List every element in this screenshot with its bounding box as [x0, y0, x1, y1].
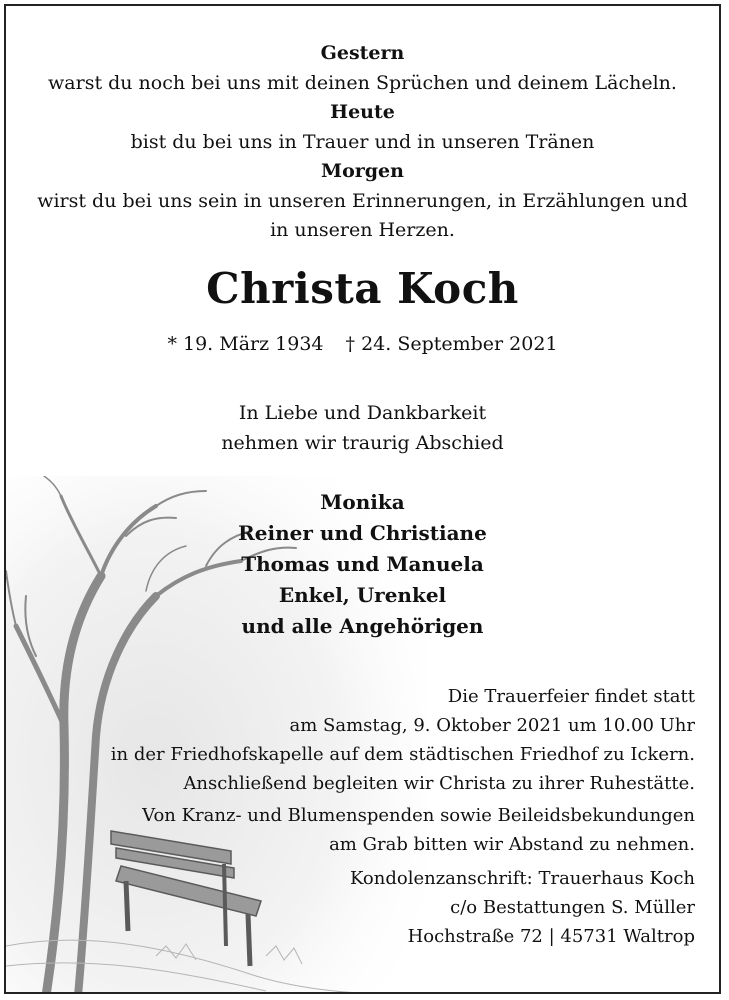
death-date: † 24. September 2021 — [345, 333, 558, 355]
address-line: c/o Bestattungen S. Müller — [450, 897, 695, 918]
poem-heading: Heute — [330, 101, 395, 123]
poem-line: warst du noch bei uns mit deinen Sprüchen und deinem Lächeln. — [48, 71, 677, 94]
life-dates — [6, 333, 719, 355]
service-line: Die Trauerfeier findet statt — [447, 686, 695, 707]
obituary-content — [6, 6, 719, 992]
farewell-line: In Liebe und Dankbarkeit — [238, 402, 487, 424]
deceased-name: Christa Koch — [206, 264, 519, 313]
flowers-line: Von Kranz- und Blumenspenden sowie Beileidsbekundungen — [142, 805, 695, 826]
poem-heading: Gestern — [320, 42, 405, 64]
address-line: Hochstraße 72 | 45731 Waltrop — [407, 926, 695, 947]
obituary-frame — [4, 4, 721, 994]
poem-heading: Morgen — [321, 160, 404, 182]
poem-line: wirst du bei uns sein in unseren Erinnerungen, in Erzählungen und — [37, 189, 688, 212]
poem-line: in unseren Herzen. — [270, 219, 455, 241]
family-member: Reiner und Christiane — [238, 521, 487, 545]
service-line: Anschließend begleiten wir Christa zu ihrer Ruhestätte. — [183, 773, 695, 794]
family-member: Enkel, Urenkel — [278, 583, 447, 607]
farewell-text — [6, 398, 719, 458]
birth-date: * 19. März 1934 — [167, 333, 324, 355]
family-list — [6, 487, 719, 642]
family-member: Thomas und Manuela — [241, 552, 484, 576]
family-member: Monika — [320, 490, 405, 514]
address-line: Kondolenzanschrift: Trauerhaus Koch — [349, 868, 695, 889]
service-line: am Samstag, 9. Oktober 2021 um 10.00 Uhr — [289, 715, 695, 736]
poem — [6, 39, 719, 246]
flowers-line: am Grab bitten wir Abstand zu nehmen. — [329, 834, 695, 855]
condolence-address — [350, 864, 695, 951]
poem-line: bist du bei uns in Trauer und in unseren Tränen — [130, 130, 595, 153]
flowers-notice — [142, 801, 695, 859]
funeral-service-info — [111, 682, 695, 798]
family-member: und alle Angehörigen — [241, 614, 484, 638]
service-line: in der Friedhofskapelle auf dem städtischen Friedhof zu Ickern. — [110, 744, 695, 765]
farewell-line: nehmen wir traurig Abschied — [221, 432, 504, 454]
